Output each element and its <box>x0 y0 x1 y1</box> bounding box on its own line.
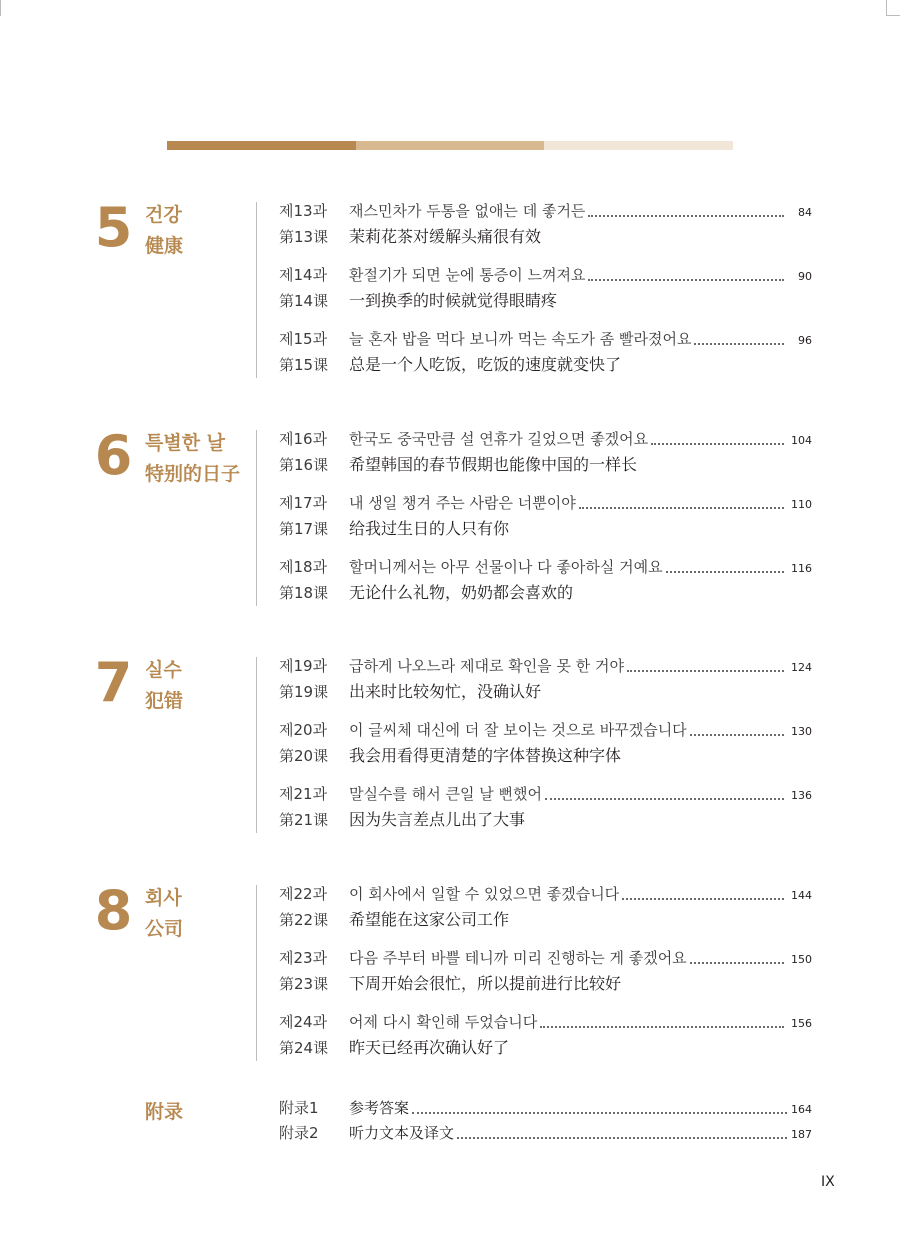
lesson-korean-row <box>279 264 812 288</box>
page-number: 110 <box>791 498 812 511</box>
lesson-chinese-row <box>279 807 812 831</box>
lesson-title-korean: 어제 다시 확인해 두었습니다 <box>349 1013 538 1031</box>
chapter-divider-line <box>256 657 257 833</box>
lesson-number-korean: 제13과 <box>279 202 328 220</box>
chapter-number: 8 <box>94 879 132 942</box>
page-number: 130 <box>791 725 812 738</box>
lesson-number-korean: 제17과 <box>279 494 328 512</box>
lesson-title-chinese: 茉莉花茶对缓解头痛很有效 <box>349 227 542 246</box>
lesson-chinese-row <box>279 971 812 995</box>
lesson-title-chinese: 希望韩国的春节假期也能像中国的一样长 <box>349 455 638 474</box>
lesson-number-korean: 제21과 <box>279 785 328 803</box>
lesson-entry[interactable] <box>279 492 812 540</box>
lesson-chinese-row <box>279 288 812 312</box>
chapter-title <box>145 200 183 262</box>
lesson-title-chinese: 希望能在这家公司工作 <box>349 910 510 929</box>
crop-mark-right-h <box>886 15 900 16</box>
lesson-chinese-row <box>279 907 812 931</box>
lesson-number-korean: 제15과 <box>279 330 328 348</box>
decorative-band <box>167 141 733 150</box>
lesson-korean-row <box>279 947 812 971</box>
lesson-chinese-row <box>279 516 812 540</box>
lesson-title-korean: 이 회사에서 일할 수 있었으면 좋겠습니다 <box>349 885 620 903</box>
chapter-title-chinese: 特别的日子 <box>145 463 241 485</box>
appendix-item[interactable] <box>279 1122 812 1146</box>
crop-mark-right <box>886 0 887 16</box>
lesson-korean-row <box>279 492 812 516</box>
lesson-entry[interactable] <box>279 947 812 995</box>
lesson-number-chinese: 第23课 <box>279 975 329 993</box>
appendix-label: 附录 <box>145 1101 184 1123</box>
crop-mark-left <box>0 0 1 16</box>
lesson-entry[interactable] <box>279 655 812 703</box>
lesson-entry[interactable] <box>279 883 812 931</box>
lesson-number-chinese: 第16课 <box>279 456 329 474</box>
chapter-title-korean: 건강 <box>145 204 182 226</box>
page-number: 156 <box>791 1017 812 1030</box>
page-number: 144 <box>791 889 812 902</box>
lesson-number-korean: 제22과 <box>279 885 328 903</box>
chapter-title <box>145 655 183 717</box>
lesson-title-chinese: 无论什么礼物，奶奶都会喜欢的 <box>349 583 574 602</box>
lesson-title-chinese: 出来时比较匆忙，没确认好 <box>349 682 542 701</box>
lesson-number-chinese: 第18课 <box>279 584 329 602</box>
lesson-entry[interactable] <box>279 328 812 376</box>
lesson-chinese-row <box>279 743 812 767</box>
chapter-title-korean: 실수 <box>145 659 182 681</box>
lesson-korean-row <box>279 328 812 352</box>
lesson-number-chinese: 第13课 <box>279 228 329 246</box>
lesson-title-korean: 이 글씨체 대신에 더 잘 보이는 것으로 바꾸겠습니다 <box>349 721 687 739</box>
chapter-divider-line <box>256 885 257 1061</box>
lesson-number-chinese: 第20课 <box>279 747 329 765</box>
page-number: 96 <box>798 334 812 347</box>
leader-dots <box>666 571 784 573</box>
lesson-title-chinese: 因为失言差点儿出了大事 <box>349 810 526 829</box>
leader-dots <box>588 279 784 281</box>
lesson-korean-row <box>279 1011 812 1035</box>
lesson-number-chinese: 第17课 <box>279 520 329 538</box>
lesson-entry[interactable] <box>279 264 812 312</box>
chapter-title-chinese: 公司 <box>145 918 184 940</box>
lesson-korean-row <box>279 200 812 224</box>
lesson-number-korean: 제19과 <box>279 657 328 675</box>
page-number: 90 <box>798 270 812 283</box>
appendix-number: 附录1 <box>279 1099 319 1117</box>
chapter-title-chinese: 犯错 <box>145 690 184 712</box>
page-number: 116 <box>791 562 812 575</box>
leader-dots <box>545 798 784 800</box>
lesson-title-korean: 할머니께서는 아무 선물이나 다 좋아하실 거예요 <box>349 558 663 576</box>
lesson-entry[interactable] <box>279 719 812 767</box>
lesson-number-chinese: 第21课 <box>279 811 329 829</box>
lesson-entry[interactable] <box>279 200 812 248</box>
lesson-number-chinese: 第22课 <box>279 911 329 929</box>
lesson-number-korean: 제23과 <box>279 949 328 967</box>
lesson-chinese-row <box>279 352 812 376</box>
lesson-korean-row <box>279 719 812 743</box>
lesson-title-korean: 내 생일 챙겨 주는 사람은 너뿐이야 <box>349 494 576 512</box>
lesson-korean-row <box>279 883 812 907</box>
lesson-title-korean: 급하게 나오느라 제대로 확인을 못 한 거야 <box>349 657 624 675</box>
leader-dots <box>694 343 784 345</box>
band-segment-dark <box>167 141 356 150</box>
lesson-chinese-row <box>279 679 812 703</box>
lesson-number-chinese: 第24课 <box>279 1039 329 1057</box>
page-number: 104 <box>791 434 812 447</box>
chapter-number: 5 <box>94 196 132 259</box>
lesson-chinese-row <box>279 580 812 604</box>
chapter-divider-line <box>256 430 257 606</box>
page-number: 150 <box>791 953 812 966</box>
lesson-entry[interactable] <box>279 556 812 604</box>
leader-dots <box>540 1026 784 1028</box>
lesson-title-korean: 재스민차가 두통을 없애는 데 좋거든 <box>349 202 586 220</box>
lesson-title-chinese: 昨天已经再次确认好了 <box>349 1038 510 1057</box>
chapter-title <box>145 428 240 490</box>
leader-dots <box>579 507 784 509</box>
chapter-title <box>145 883 183 945</box>
lesson-title-korean: 말실수를 해서 큰일 날 뻔했어 <box>349 785 542 803</box>
lesson-entry[interactable] <box>279 783 812 831</box>
lesson-entry[interactable] <box>279 428 812 476</box>
band-segment-mid <box>356 141 545 150</box>
lesson-number-korean: 제24과 <box>279 1013 328 1031</box>
chapter-title-chinese: 健康 <box>145 235 184 257</box>
lesson-title-chinese: 给我过生日的人只有你 <box>349 519 510 538</box>
leader-dots <box>457 1137 787 1139</box>
leader-dots <box>627 670 784 672</box>
lesson-korean-row <box>279 655 812 679</box>
leader-dots <box>622 898 784 900</box>
lesson-title-korean: 환절기가 되면 눈에 통증이 느껴져요 <box>349 266 586 284</box>
appendix-title: 听力文本及译文 <box>349 1124 455 1142</box>
leader-dots <box>588 215 784 217</box>
lesson-title-chinese: 总是一个人吃饭，吃饭的速度就变快了 <box>349 355 622 374</box>
lesson-title-chinese: 我会用看得更清楚的字体替换这种字体 <box>349 746 622 765</box>
lesson-chinese-row <box>279 452 812 476</box>
lesson-title-korean: 다음 주부터 바쁠 테니까 미리 진행하는 게 좋겠어요 <box>349 949 687 967</box>
leader-dots <box>690 962 784 964</box>
leader-dots <box>651 443 784 445</box>
lesson-number-korean: 제20과 <box>279 721 328 739</box>
page-folio: IX <box>821 1174 835 1190</box>
lesson-number-korean: 제14과 <box>279 266 328 284</box>
page-number: 187 <box>791 1128 812 1141</box>
lesson-number-chinese: 第19课 <box>279 683 329 701</box>
lesson-title-chinese: 下周开始会很忙，所以提前进行比较好 <box>349 974 622 993</box>
chapter-number: 7 <box>94 651 132 714</box>
lesson-title-chinese: 一到换季的时候就觉得眼睛疼 <box>349 291 558 310</box>
band-segment-light <box>544 141 733 150</box>
chapter-title-korean: 회사 <box>145 887 182 909</box>
appendix-item[interactable] <box>279 1097 812 1121</box>
lesson-number-chinese: 第14课 <box>279 292 329 310</box>
page-number: 164 <box>791 1103 812 1116</box>
lesson-title-korean: 한국도 중국만큼 설 연휴가 길었으면 좋겠어요 <box>349 430 649 448</box>
appendix-title: 参考答案 <box>349 1099 410 1117</box>
lesson-korean-row <box>279 783 812 807</box>
chapter-divider-line <box>256 202 257 378</box>
chapter-number: 6 <box>94 424 132 487</box>
lesson-number-korean: 제18과 <box>279 558 328 576</box>
lesson-korean-row <box>279 428 812 452</box>
page-number: 124 <box>791 661 812 674</box>
leader-dots <box>690 734 784 736</box>
leader-dots <box>412 1112 787 1114</box>
appendix-number: 附录2 <box>279 1124 319 1142</box>
lesson-title-korean: 늘 혼자 밥을 먹다 보니까 먹는 속도가 좀 빨라졌어요 <box>349 330 692 348</box>
lesson-number-chinese: 第15课 <box>279 356 329 374</box>
lesson-number-korean: 제16과 <box>279 430 328 448</box>
page-number: 136 <box>791 789 812 802</box>
chapter-title-korean: 특별한 날 <box>145 432 226 454</box>
lesson-chinese-row <box>279 1035 812 1059</box>
lesson-korean-row <box>279 556 812 580</box>
lesson-chinese-row <box>279 224 812 248</box>
lesson-entry[interactable] <box>279 1011 812 1059</box>
page-number: 84 <box>798 206 812 219</box>
